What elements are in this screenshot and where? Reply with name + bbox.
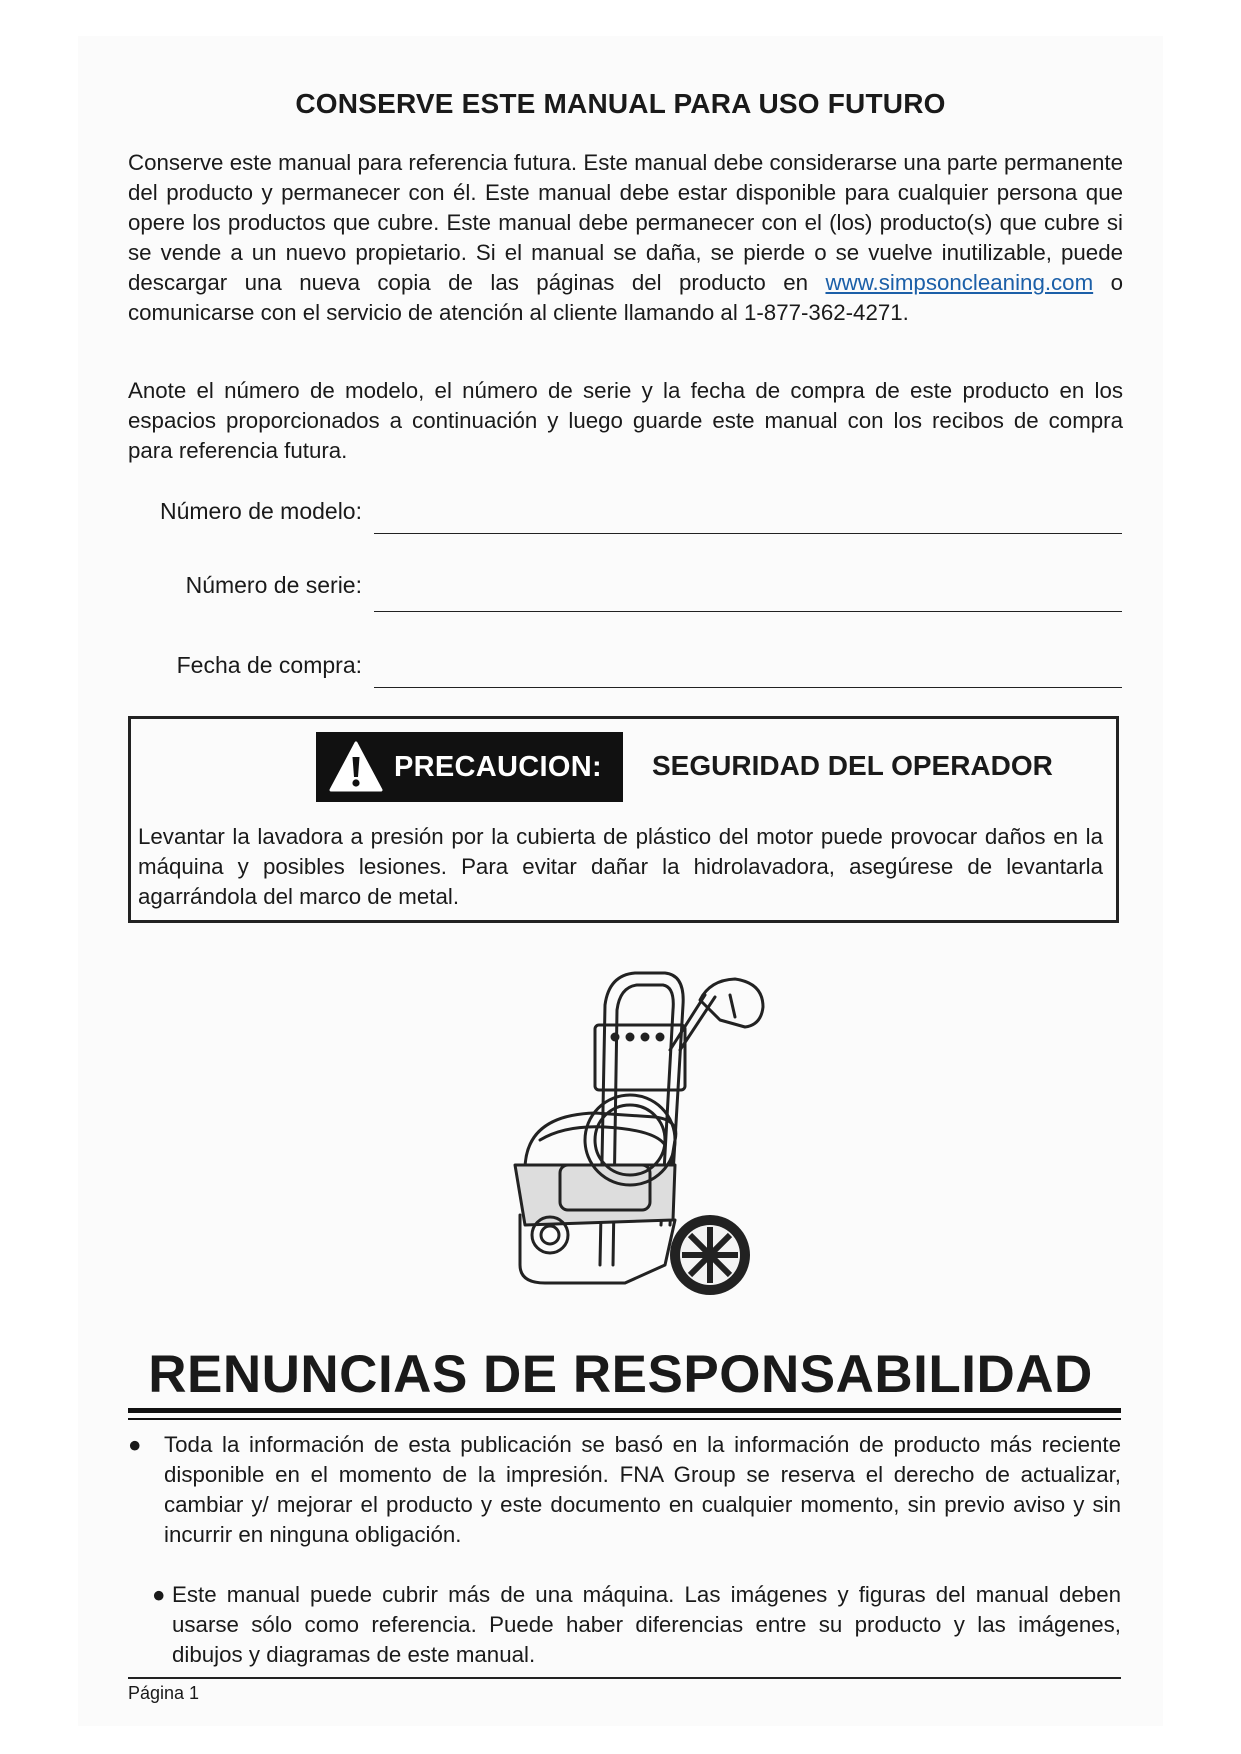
serial-number-field[interactable]: [374, 611, 1122, 612]
caution-title: SEGURIDAD DEL OPERADOR: [652, 750, 1053, 781]
caution-badge-label: PRECAUCION:: [394, 750, 602, 783]
page-number: Página 1: [128, 1683, 200, 1703]
heading-rule-thick: [128, 1408, 1121, 1413]
bullet-dot: ●: [152, 1582, 166, 1607]
footer-rule: [128, 1677, 1121, 1679]
caution-text: Levantar la lavadora a presión por la cubierta de plástico del motor puede provocar daños en la máquina y posibles lesiones. Para evitar dañar la hidrolavadora, asegúrese de levantarla agarrándola del marco de metal.: [138, 824, 1103, 909]
website-link[interactable]: www.simpsoncleaning.com: [825, 270, 1094, 295]
purchase-date-label: Fecha de compra:: [176, 652, 362, 678]
intro-paragraph: [128, 148, 1123, 328]
bullet-dot: ●: [128, 1432, 142, 1457]
disclaimer-item: [128, 1430, 1121, 1550]
heading-rule-thin: [128, 1418, 1121, 1420]
disclaimers-heading: RENUNCIAS DE RESPONSABILIDAD: [148, 1345, 1093, 1404]
model-number-label: Número de modelo:: [160, 498, 362, 524]
caution-badge: [316, 732, 623, 802]
disclaimer-text: Toda la información de esta publicación se basó en la información de producto más reciente disponible en el momento de la impresión. FNA Group se reserva el derecho de actualizar, cambiar y/ mejorar el producto y este documento en cualquier momento, sin previo aviso y sin incurrir en ninguna obligación.: [164, 1432, 1121, 1547]
page-title: CONSERVE ESTE MANUAL PARA USO FUTURO: [295, 88, 946, 119]
model-number-field[interactable]: [374, 533, 1122, 534]
disclaimer-item: [128, 1580, 1121, 1670]
disclaimer-text: Este manual puede cubrir más de una máquina. Las imágenes y figuras del manual deben usarse sólo como referencia. Puede haber diferencias entre su producto y las imágenes, dibujos y diagramas de este manual.: [172, 1582, 1121, 1667]
record-paragraph: Anote el número de modelo, el número de serie y la fecha de compra de este producto en los espacios proporcionados a continuación y luego guarde este manual con los recibos de compra para referencia futura.: [128, 378, 1123, 463]
intro-text-end: o comunicarse con el servicio de atención al cliente llamando al 1-877-362-4271.: [128, 270, 1123, 325]
serial-number-label: Número de serie:: [185, 572, 362, 598]
warning-triangle-icon: [328, 739, 384, 795]
pressure-washer-illustration: [505, 965, 775, 1295]
purchase-date-field[interactable]: [374, 687, 1122, 688]
intro-text-start: Conserve este manual para referencia futura. Este manual debe considerarse una parte permanente del producto y permanecer con él. Este manual debe estar disponible para cualquier persona que opere los productos que cubre. Este manual debe permanecer con el (los) producto(s) que cubre si se vende a un nuevo propietario. Si el manual se daña, se pierde o se vuelve inutilizable, puede descargar una nueva copia de las páginas del producto en: [128, 150, 1123, 295]
